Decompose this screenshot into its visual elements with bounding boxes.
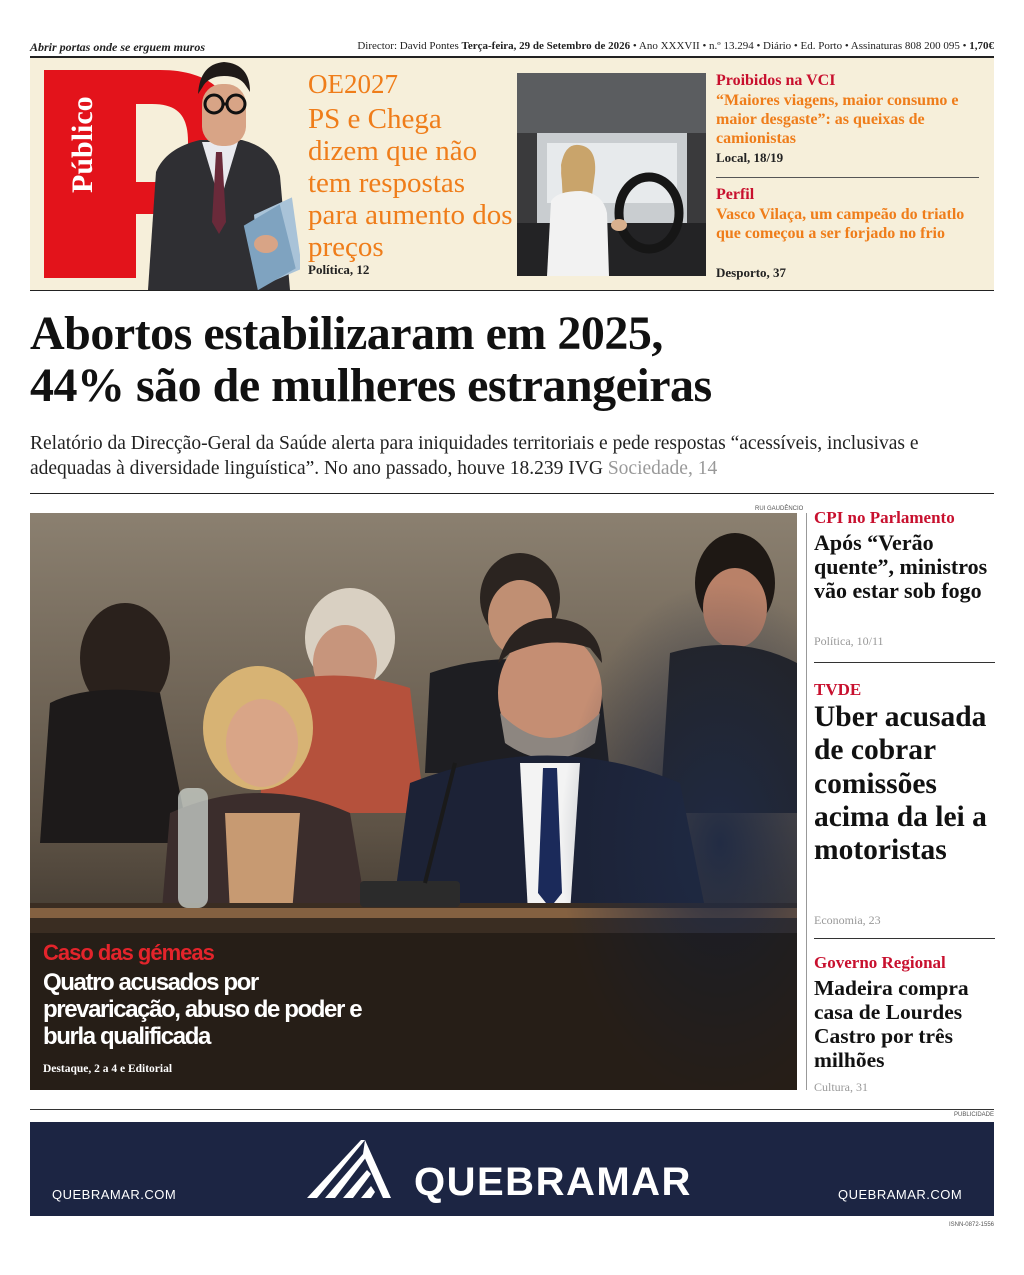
director: Director: David Pontes xyxy=(357,40,459,52)
tagline: Abrir portas onde se erguem muros xyxy=(30,40,206,54)
main-headline-line-2: 44% são de mulheres estrangeiras xyxy=(30,359,712,413)
oe-page-ref: Política, 12 xyxy=(308,262,370,277)
advertising-label: PUBLICIDADE xyxy=(953,1112,994,1118)
mid-rule xyxy=(30,493,994,494)
perfil-headline[interactable]: Vasco Vilaça, um campeão do triatlo que começou a ser forjado no frio xyxy=(716,206,965,242)
tvde-page-ref: Economia, 23 xyxy=(814,913,881,927)
right-rule-2 xyxy=(814,938,995,939)
column-divider xyxy=(806,513,807,1090)
quebramar-logo-icon xyxy=(305,1136,395,1202)
tvde-headline[interactable]: Uber acusada de cobrar comissões acima da lei a motoristas xyxy=(814,701,987,867)
oe-kicker: OE2027 xyxy=(308,69,398,99)
wordmark-frame xyxy=(62,88,102,198)
perfil-page-ref: Desporto, 37 xyxy=(716,265,787,280)
cpi-kicker: CPI no Parlamento xyxy=(814,508,955,527)
issn-number: ISNN-0872-1556 xyxy=(948,1222,994,1228)
band-bottom-rule xyxy=(30,290,994,291)
main-deck xyxy=(30,432,994,482)
truck-driver-photo xyxy=(517,73,706,276)
governo-kicker: Governo Regional xyxy=(814,953,946,972)
main-headline[interactable] xyxy=(30,308,994,413)
band-divider xyxy=(716,177,979,178)
right-rule-1 xyxy=(814,662,995,663)
main-headline-line-1: Abortos estabilizaram em 2025, xyxy=(30,307,663,360)
photo-page-ref: Destaque, 2 a 4 e Editorial xyxy=(43,1063,173,1075)
issue-date: Terça-feira, 29 de Setembro de 2026 xyxy=(461,40,631,52)
price: 1,70€ xyxy=(969,40,994,52)
governo-page-ref: Cultura, 31 xyxy=(814,1080,868,1094)
ad-brand: QUEBRAMAR xyxy=(414,1160,692,1204)
ad-rule xyxy=(30,1109,994,1110)
main-deck-text: Relatório da Direcção-Geral da Saúde alerta para iniquidades territoriais e pede respostas “acessíveis, inclusivas e adequadas à diversidade linguística”. No ano passado, houve 18.239 IVG xyxy=(30,433,919,479)
perfil-kicker: Perfil xyxy=(716,186,755,203)
ad-url-left[interactable]: QUEBRAMAR.COM xyxy=(52,1187,177,1202)
dateline xyxy=(357,40,994,52)
edition-info: • Ano XXXVII • n.º 13.294 • Diário • Ed. Porto • Assinaturas 808 200 095 • xyxy=(632,40,967,52)
politician-photo xyxy=(130,52,300,290)
photo-headline[interactable]: Quatro acusados por prevaricação, abuso de poder e burla qualificada xyxy=(43,969,362,1050)
publico-wordmark xyxy=(62,88,102,198)
vci-headline-rest: as queixas de camionistas xyxy=(716,110,925,147)
cpi-headline[interactable]: Após “Verão quente”, ministros vão estar sob fogo xyxy=(814,530,988,604)
oe-headline[interactable]: PS e Chega dizem que não tem respostas para aumento dos preços xyxy=(308,103,513,263)
logo-word-text: Público xyxy=(66,96,99,193)
governo-headline[interactable]: Madeira compra casa de Lourdes Castro por três milhões xyxy=(814,976,969,1073)
vci-headline[interactable] xyxy=(716,92,986,149)
vci-page-ref: Local, 18/19 xyxy=(716,150,784,165)
tvde-kicker: TVDE xyxy=(814,680,862,699)
ad-url-right[interactable]: QUEBRAMAR.COM xyxy=(838,1187,963,1202)
vci-kicker: Proibidos na VCI xyxy=(716,72,836,89)
vci-headline-quote: “Maiores viagens, maior consumo e maior desgaste”: xyxy=(716,92,959,128)
photo-kicker: Caso das gémeas xyxy=(43,940,214,965)
main-section-ref: Sociedade, 14 xyxy=(607,457,718,479)
cpi-page-ref: Política, 10/11 xyxy=(814,634,884,648)
photo-credit: RUI GAUDÊNCIO xyxy=(755,506,804,512)
